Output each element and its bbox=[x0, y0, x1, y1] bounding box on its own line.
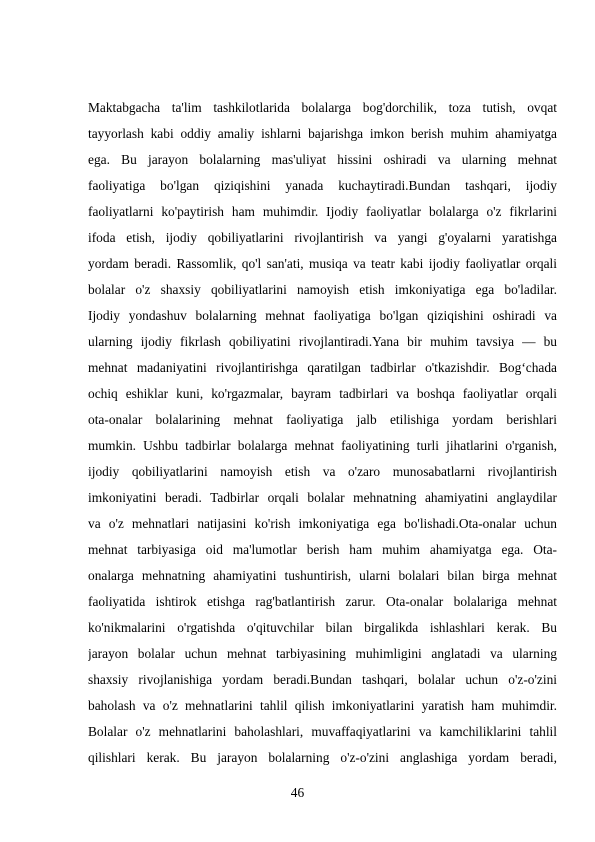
text-line: bolalar o'z shaxsiy qobiliyatlarini namoyish etish imkoniyatiga ega bo'ladilar. bbox=[88, 282, 557, 297]
text-line: ega. Bu jarayon bolalarning mas'uliyat hissini oshiradi va ularning mehnat bbox=[88, 152, 557, 167]
text-line: faoliyatlarni ko'paytirish ham muhimdir. Ijodiy faoliyatlar bolalarga o'z fikrlarini bbox=[88, 204, 557, 219]
text-line: imkoniyatini beradi. Tadbirlar orqali bolalar mehnatning ahamiyatini anglaydilar bbox=[88, 490, 557, 505]
text-line: shaxsiy rivojlanishiga yordam beradi.Bundan tashqari, bolalar uchun o'z-o'zini bbox=[88, 672, 557, 687]
text-line: ota-onalar bolalarining mehnat faoliyatiga jalb etilishiga yordam berishlari bbox=[88, 412, 557, 427]
text-line: ochiq eshiklar kuni, ko'rgazmalar, bayram tadbirlari va boshqa faoliyatlar orqali bbox=[88, 386, 557, 401]
text-line: baholash va o'z mehnatlarini tahlil qilish imkoniyatlarini yaratish ham muhimdir. bbox=[88, 698, 557, 713]
text-line: Maktabgacha ta'lim tashkilotlarida bolalarga bog'dorchilik, toza tutish, ovqat bbox=[88, 100, 557, 115]
text-line: jarayon bolalar uchun mehnat tarbiyasining muhimligini anglatadi va ularning bbox=[88, 646, 557, 661]
text-line: onalarga mehnatning ahamiyatini tushuntirish, ularni bolalari bilan birga mehnat bbox=[88, 568, 557, 583]
text-line: mehnat madaniyatini rivojlantirishga qaratilgan tadbirlar o'tkazishdir. Bog‘chada bbox=[88, 360, 557, 375]
body-paragraph bbox=[88, 95, 557, 771]
page-number: 46 bbox=[290, 785, 305, 800]
text-line: faoliyatida ishtirok etishga rag'batlantirish zarur. Ota-onalar bolalariga mehnat bbox=[88, 594, 557, 609]
text-line: qilishlari kerak. Bu jarayon bolalarning o'z-o'zini anglashiga yordam beradi, bbox=[88, 750, 557, 765]
text-line: faoliyatiga bo'lgan qiziqishini yanada kuchaytiradi.Bundan tashqari, ijodiy bbox=[88, 178, 557, 193]
text-line: ijodiy qobiliyatlarini namoyish etish va o'zaro munosabatlarni rivojlantirish bbox=[88, 464, 557, 479]
text-line: ifoda etish, ijodiy qobiliyatlarini rivojlantirish va yangi g'oyalarni yaratishga bbox=[88, 230, 557, 245]
text-line: mehnat tarbiyasiga oid ma'lumotlar berish ham muhim ahamiyatga ega. Ota- bbox=[88, 542, 557, 557]
text-line: ko'nikmalarini o'rgatishda o'qituvchilar bilan birgalikda ishlashlari kerak. Bu bbox=[88, 620, 557, 635]
text-line: ularning ijodiy fikrlash qobiliyatini rivojlantiradi.Yana bir muhim tavsiya — bu bbox=[88, 334, 557, 349]
text-line: mumkin. Ushbu tadbirlar bolalarga mehnat faoliyatining turli jihatlarini o'rganish, bbox=[88, 438, 557, 453]
text-line: va o'z mehnatlari natijasini ko'rish imkoniyatiga ega bo'lishadi.Ota-onalar uchun bbox=[88, 516, 557, 531]
text-line: Bolalar o'z mehnatlarini baholashlari, muvaffaqiyatlarini va kamchiliklarini tahlil bbox=[88, 724, 557, 739]
text-line: tayyorlash kabi oddiy amaliy ishlarni bajarishga imkon berish muhim ahamiyatga bbox=[88, 126, 557, 141]
text-line: yordam beradi. Rassomlik, qo'l san'ati, musiqa va teatr kabi ijodiy faoliyatlar orqali bbox=[88, 256, 557, 271]
text-line: Ijodiy yondashuv bolalarning mehnat faoliyatiga bo'lgan qiziqishini oshiradi va bbox=[88, 308, 557, 323]
